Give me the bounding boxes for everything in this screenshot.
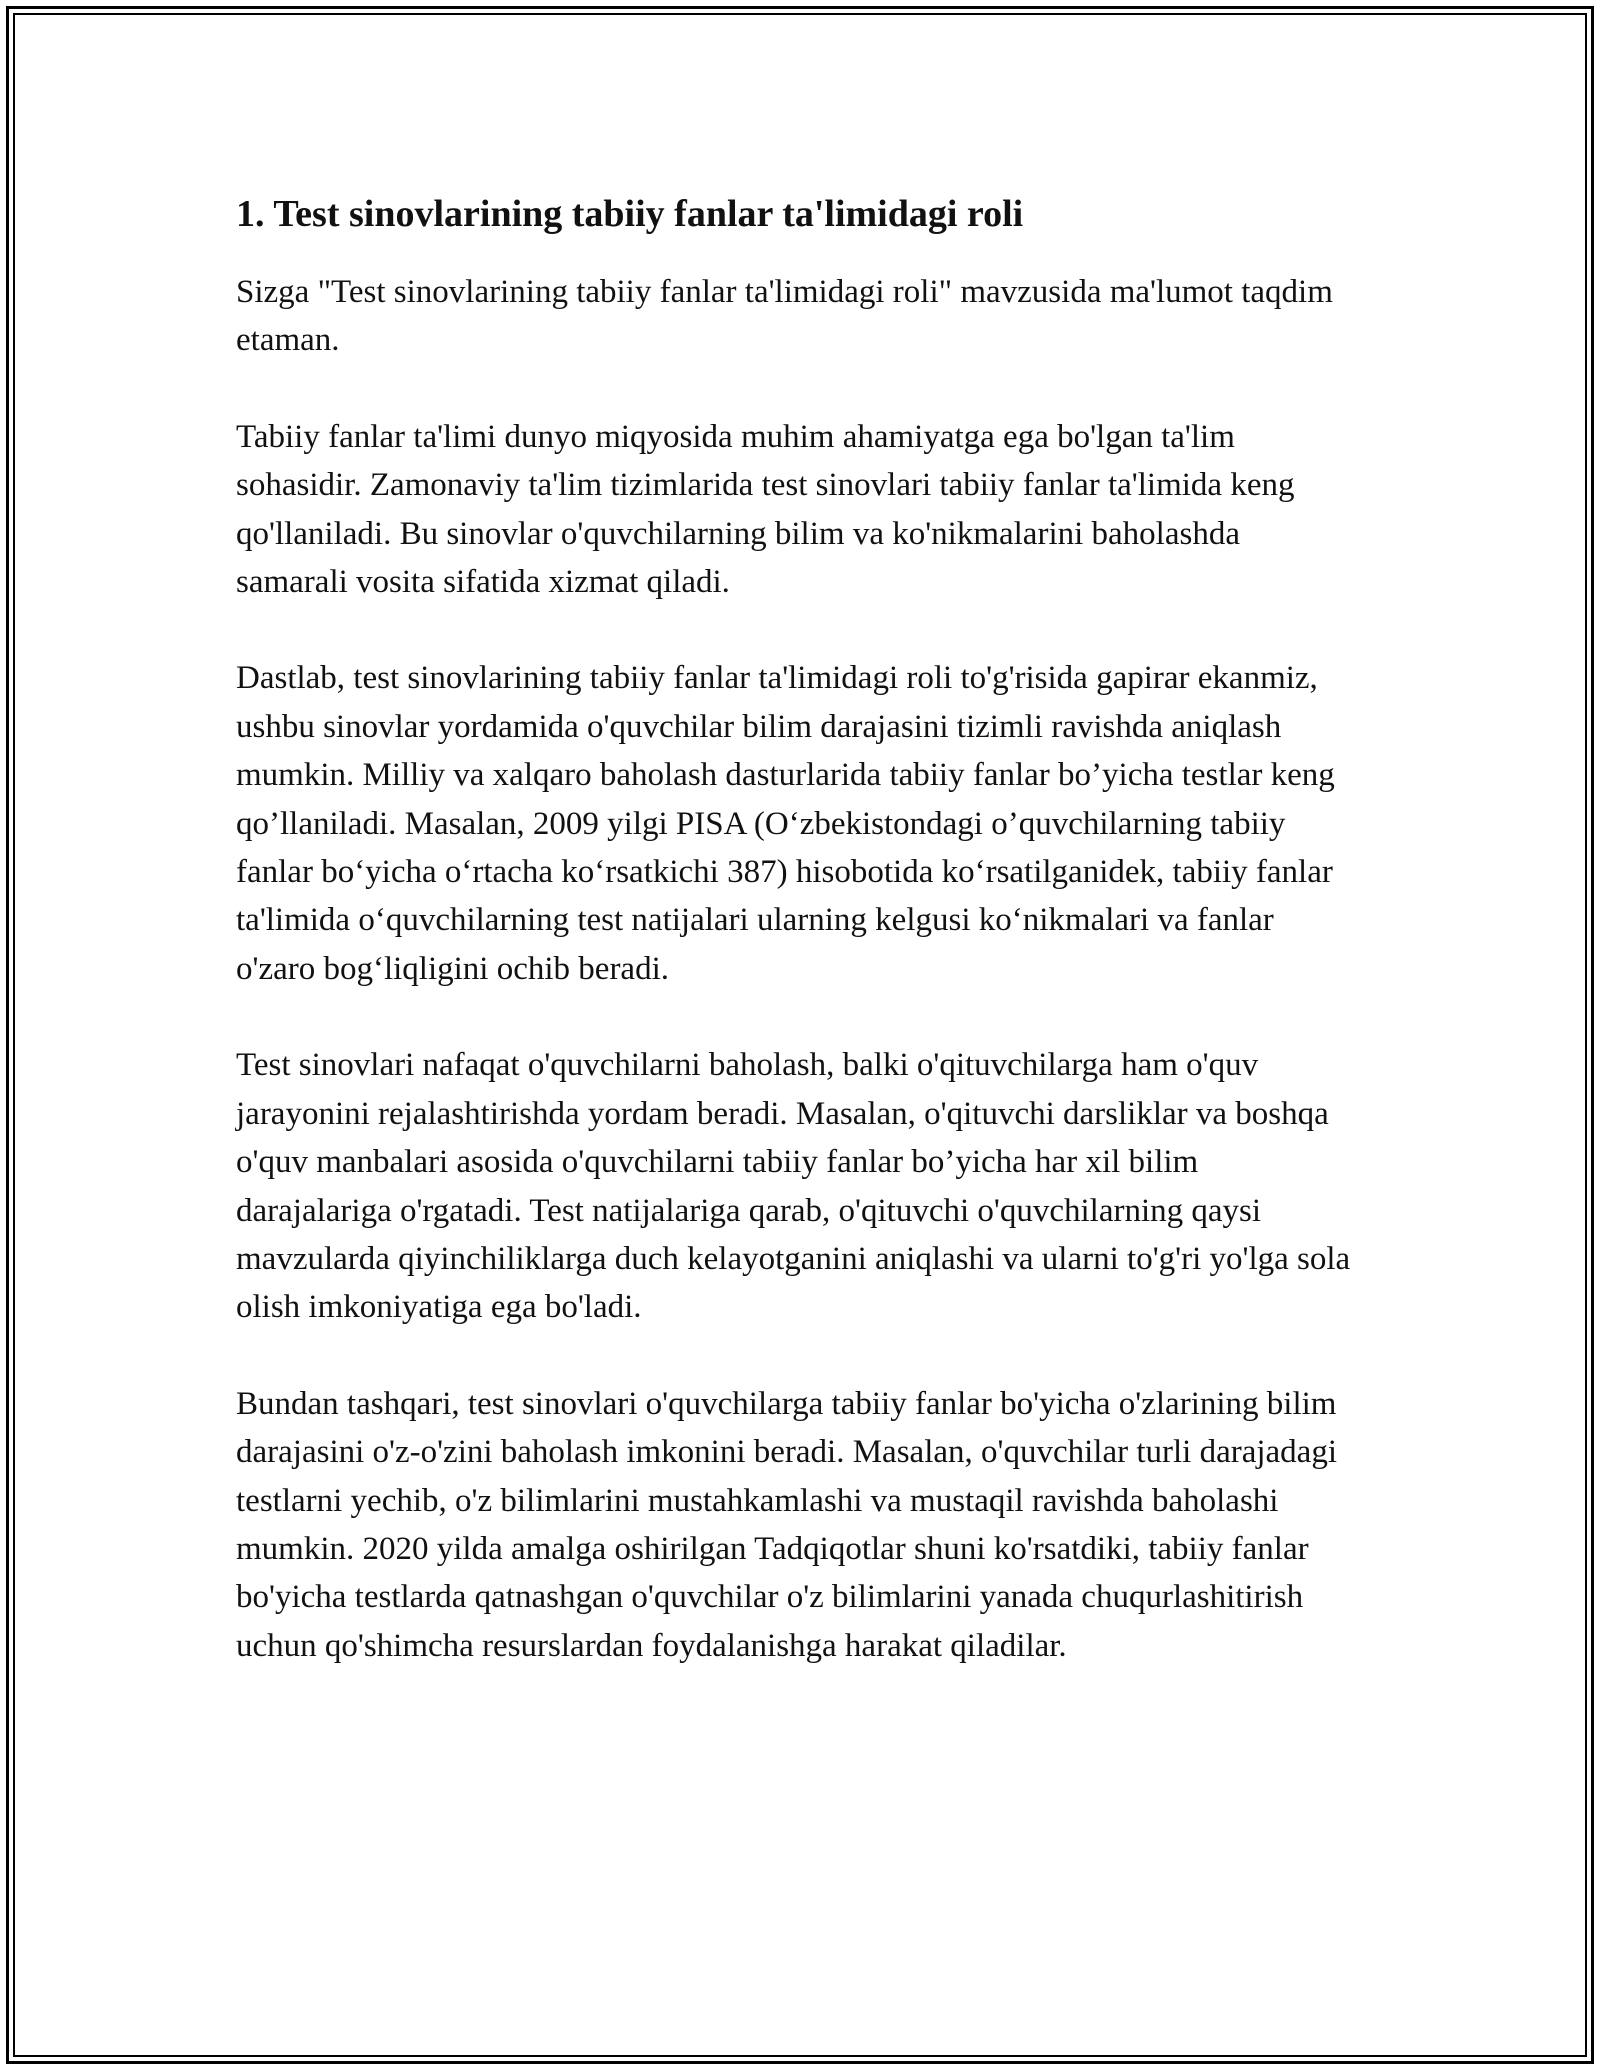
paragraph-intro: Sizga "Test sinovlarining tabiiy fanlar ta'limidagi roli" mavzusida ma'lumot taqdim etaman. <box>236 274 1333 359</box>
document-body <box>236 188 1356 1718</box>
section-heading: 1. Test sinovlarining tabiiy fanlar ta'limidagi roli <box>236 193 1024 235</box>
paragraph-teachers: Test sinovlari nafaqat o'quvchilarni baholash, balki o'qituvchilarga ham o'quv jarayonini rejalashtirishda yordam beradi. Masalan, o'qituvchi darsliklar va boshqa o'quv manbalari asosida o'quvchilarni tabiiy fanlar bo’yicha har xil bilim darajalariga o'rgatadi. Test natijalariga qarab, o'qituvchi o'quvchilarning qaysi mavzularda qiyinchiliklarga duch kelayotganini aniqlashi va ularni to'g'ri yo'lga sola olish imkoniyatiga ega bo'ladi. <box>236 1047 1351 1326</box>
paragraph-pisa: Dastlab, test sinovlarining tabiiy fanlar ta'limidagi roli to'g'risida gapirar ekanmiz, ushbu sinovlar yordamida o'quvchilar bilim darajasini tizimli ravishda aniqlash mumkin. Milliy va xalqaro baholash dasturlarida tabiiy fanlar bo’yicha testlar keng qo’llaniladi. Masalan, 2009 yilgi PISA (O‘zbekistondagi o’quvchilarning tabiiy fanlar bo‘yicha o‘rtacha ko‘rsatkichi 387) hisobotida ko‘rsatilganidek, tabiiy fanlar ta'limida o‘quvchilarning test natijalari ularning kelgusi ko‘nikmalari va fanlar o'zaro bog‘liqligini ochib beradi. <box>236 660 1335 987</box>
paragraph-overview: Tabiiy fanlar ta'limi dunyo miqyosida muhim ahamiyatga ega bo'lgan ta'lim sohasidir. Zamonaviy ta'lim tizimlarida test sinovlari tabiiy fanlar ta'limida keng qo'llaniladi. Bu sinovlar o'quvchilarning bilim va ko'nikmalarini baholashda samarali vosita sifatida xizmat qiladi. <box>236 418 1295 601</box>
paragraph-self-assessment: Bundan tashqari, test sinovlari o'quvchilarga tabiiy fanlar bo'yicha o'zlarining bilim darajasini o'z-o'zini baholash imkonini beradi. Masalan, o'quvchilar turli darajadagi testlarni yechib, o'z bilimlarini mustahkamlashi va mustaqil ravishda baholashi mumkin. 2020 yilda amalga oshirilgan Tadqiqotlar shuni ko'rsatdiki, tabiiy fanlar bo'yicha testlarda qatnashgan o'quvchilar o'z bilimlarini yanada chuqurlashitirish uchun qo'shimcha resurslardan foydalanishga harakat qiladilar. <box>236 1385 1337 1664</box>
